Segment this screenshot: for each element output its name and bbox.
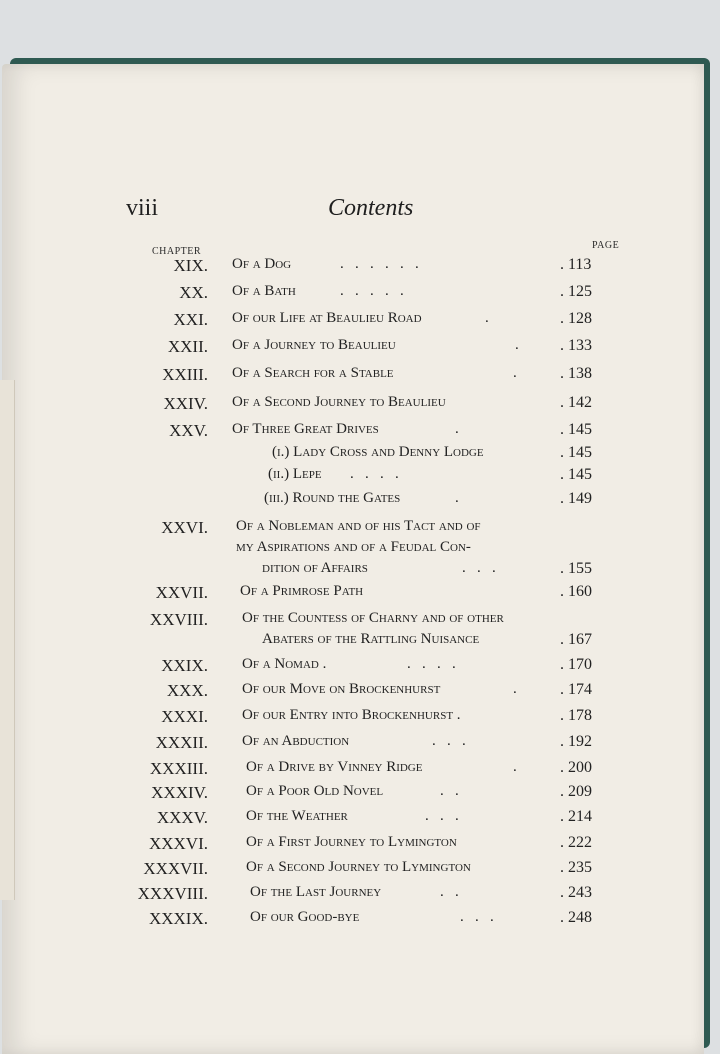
toc-row xyxy=(0,583,720,603)
dot-leaders: . . xyxy=(440,783,459,799)
chapter-title: Of a Second Journey to Lymington xyxy=(246,859,471,875)
toc-row xyxy=(0,539,720,559)
dot-leaders: . . . . . xyxy=(340,283,404,299)
toc-row xyxy=(0,681,720,701)
toc-row xyxy=(0,859,720,879)
chapter-title: Of our Entry into Brockenhurst . xyxy=(242,707,461,723)
dot-leaders: . xyxy=(455,490,459,506)
chapter-title: Of a Journey to Beaulieu xyxy=(232,337,396,353)
page-reference: . 142 xyxy=(560,394,592,411)
chapter-title: Of the Last Journey xyxy=(250,884,382,900)
toc-row xyxy=(0,310,720,330)
chapter-number: XXIV. xyxy=(163,394,208,413)
dot-leaders: . . . xyxy=(432,733,466,749)
page-reference: . 133 xyxy=(560,337,592,354)
page-column-label: PAGE xyxy=(592,240,620,251)
page-title: Contents xyxy=(328,195,414,221)
dot-leaders: . xyxy=(513,681,517,697)
chapter-number: XXX. xyxy=(166,681,208,700)
page-reference: . 209 xyxy=(560,783,592,800)
dot-leaders: . . . . xyxy=(350,466,399,482)
chapter-title: Of our Life at Beaulieu Road xyxy=(232,310,422,326)
toc-row xyxy=(0,783,720,803)
toc-row xyxy=(0,466,720,486)
chapter-title: Of a Second Journey to Beaulieu xyxy=(232,394,446,410)
toc-row xyxy=(0,808,720,828)
toc-row xyxy=(0,421,720,441)
page-reference: . 248 xyxy=(560,909,592,926)
page-reference: . 145 xyxy=(560,444,592,461)
chapter-title: Of a Drive by Vinney Ridge xyxy=(246,759,423,775)
chapter-number: XXXVII. xyxy=(143,859,208,878)
page-reference: . 138 xyxy=(560,365,592,382)
dot-leaders: . . xyxy=(440,884,459,900)
dot-leaders: . . . xyxy=(460,909,494,925)
dot-leaders: . xyxy=(455,421,459,437)
chapter-title: Of Three Great Drives xyxy=(232,421,379,437)
chapter-title: Of a Poor Old Novel xyxy=(246,783,384,799)
chapter-number: XXVIII. xyxy=(149,610,208,629)
chapter-title: (iii.) Round the Gates xyxy=(264,490,401,506)
page-reference: . 222 xyxy=(560,834,592,851)
toc-row xyxy=(0,884,720,904)
chapter-number: XXXIX. xyxy=(148,909,208,928)
chapter-title: Of our Move on Brockenhurst xyxy=(242,681,441,697)
chapter-number: XXI. xyxy=(173,310,208,329)
page-reference: . 167 xyxy=(560,631,592,648)
chapter-number: XXXV. xyxy=(156,808,208,827)
page-reference: . 145 xyxy=(560,421,592,438)
dot-leaders: . xyxy=(485,310,489,326)
dot-leaders: . . . xyxy=(425,808,459,824)
page-reference: . 174 xyxy=(560,681,592,698)
page-reference: . 178 xyxy=(560,707,592,724)
toc-row xyxy=(0,365,720,385)
chapter-title: Of the Countess of Charny and of other xyxy=(242,610,504,626)
chapter-title: Of a Nobleman and of his Tact and of xyxy=(236,518,481,534)
chapter-column-label: CHAPTER xyxy=(152,246,202,257)
toc-row xyxy=(0,759,720,779)
page-reference: . 145 xyxy=(560,466,592,483)
chapter-number: XXXIV. xyxy=(151,783,208,802)
chapter-title: Of a Nomad . xyxy=(242,656,327,672)
toc-row xyxy=(0,733,720,753)
page-reference: . 192 xyxy=(560,733,592,750)
chapter-number: XX. xyxy=(179,283,208,302)
toc-row xyxy=(0,560,720,580)
dot-leaders: . xyxy=(513,759,517,775)
chapter-title: Of a Dog xyxy=(232,256,292,272)
page-reference: . 235 xyxy=(560,859,592,876)
dot-leaders: . xyxy=(515,337,519,353)
page-reference: . 200 xyxy=(560,759,592,776)
toc-row xyxy=(0,834,720,854)
chapter-title: (ii.) Lepe xyxy=(268,466,322,482)
toc-row xyxy=(0,631,720,651)
page-reference: . 160 xyxy=(560,583,592,600)
chapter-title: Of an Abduction xyxy=(242,733,350,749)
dot-leaders: . . . . . . xyxy=(340,256,419,272)
page-reference: . 243 xyxy=(560,884,592,901)
chapter-number: XXXVI. xyxy=(148,834,208,853)
page-reference: . 128 xyxy=(560,310,592,327)
chapter-number: XXV. xyxy=(169,421,208,440)
chapter-number: XXII. xyxy=(167,337,208,356)
toc-row xyxy=(0,518,720,538)
chapter-title: Abaters of the Rattling Nuisance xyxy=(262,631,480,647)
page-number: viii xyxy=(126,195,159,221)
page-reference: . 155 xyxy=(560,560,592,577)
chapter-title: my Aspirations and of a Feudal Con- xyxy=(236,539,471,555)
chapter-number: XXXII. xyxy=(155,733,208,752)
page-reference: . 113 xyxy=(560,256,592,273)
dot-leaders: . xyxy=(513,365,517,381)
toc-row xyxy=(0,490,720,510)
toc-row xyxy=(0,707,720,727)
toc-row xyxy=(0,394,720,414)
chapter-number: XXXI. xyxy=(161,707,208,726)
toc-row xyxy=(0,256,720,276)
dot-leaders: . . . . xyxy=(407,656,456,672)
chapter-title: Of a Bath xyxy=(232,283,296,299)
toc-row xyxy=(0,337,720,357)
chapter-title: dition of Affairs xyxy=(262,560,368,576)
chapter-title: Of our Good-bye xyxy=(250,909,360,925)
chapter-number: XXVI. xyxy=(161,518,208,537)
chapter-number: XXVII. xyxy=(155,583,208,602)
chapter-title: Of a Primrose Path xyxy=(240,583,364,599)
page-reference: . 214 xyxy=(560,808,592,825)
page-reference: . 125 xyxy=(560,283,592,300)
page-reference: . 149 xyxy=(560,490,592,507)
dot-leaders: . . . xyxy=(462,560,496,576)
toc-row xyxy=(0,283,720,303)
chapter-title: (i.) Lady Cross and Denny Lodge xyxy=(272,444,484,460)
toc-row xyxy=(0,909,720,929)
chapter-number: XXXVIII. xyxy=(137,884,208,903)
chapter-number: XXIX. xyxy=(161,656,208,675)
chapter-title: Of a Search for a Stable xyxy=(232,365,394,381)
chapter-number: XXXIII. xyxy=(149,759,208,778)
toc-row xyxy=(0,444,720,464)
toc-row xyxy=(0,656,720,676)
chapter-title: Of a First Journey to Lymington xyxy=(246,834,457,850)
page-reference: . 170 xyxy=(560,656,592,673)
chapter-number: XIX. xyxy=(173,256,208,275)
chapter-number: XXIII. xyxy=(162,365,208,384)
toc-row xyxy=(0,610,720,630)
chapter-title: Of the Weather xyxy=(246,808,348,824)
